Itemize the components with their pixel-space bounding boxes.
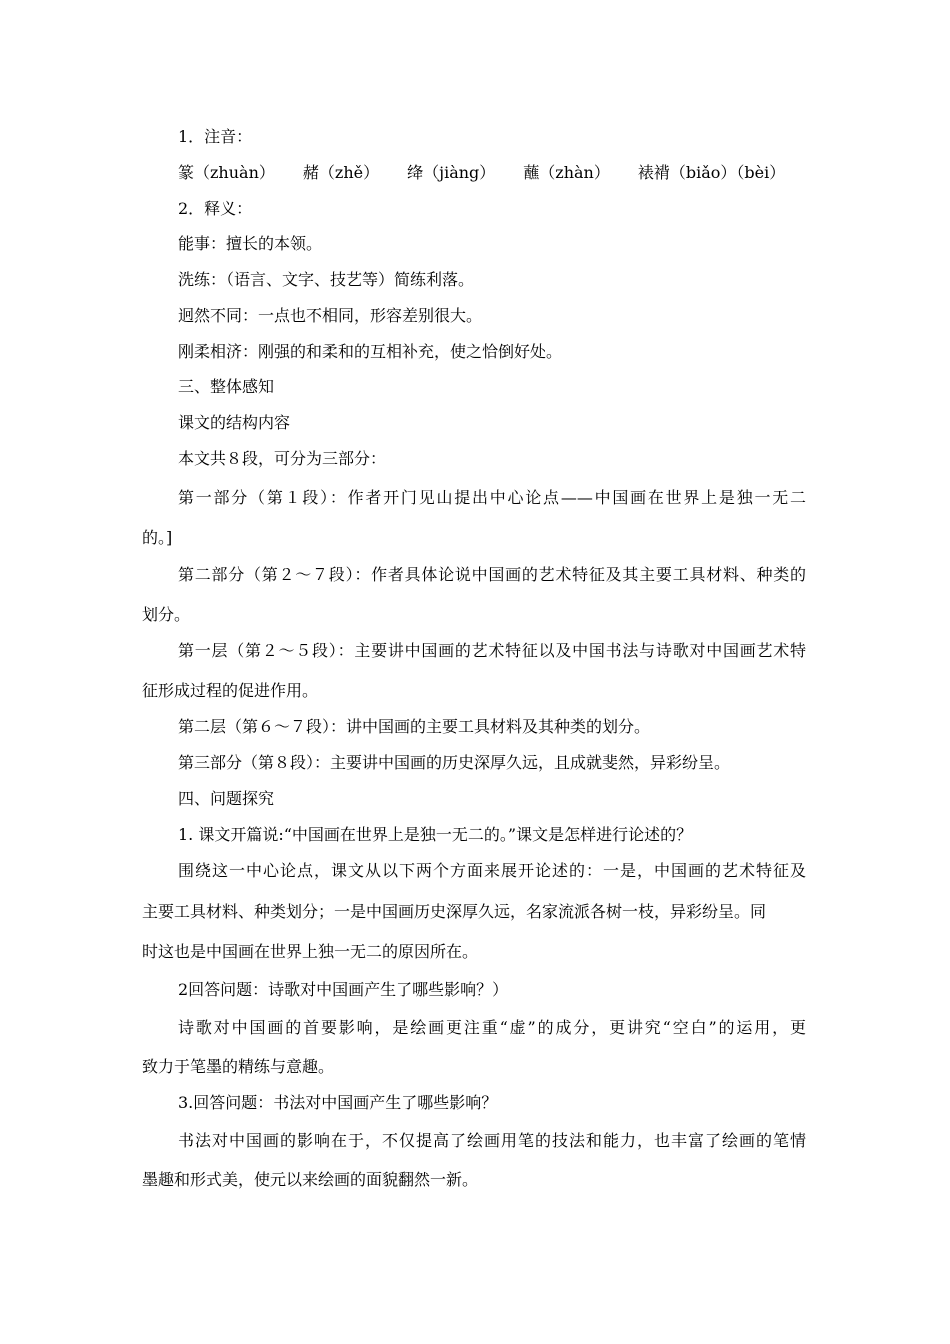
structure-title: 课文的结构内容 xyxy=(178,413,291,432)
section-heading: 三、整体感知 xyxy=(178,377,275,396)
zhuyin-item: 蘸（zhàn） xyxy=(523,163,610,182)
zhuyin-list xyxy=(178,163,785,183)
paragraph-line: 第一层（第２～５段）：主要讲中国画的艺术特征以及中国书法与诗歌对中国画艺术特 xyxy=(178,641,806,660)
definition: 洗练：（语言、文字、技艺等）简练利落。 xyxy=(178,270,475,289)
zhuyin-heading: 1．注音： xyxy=(178,127,253,146)
shiyi-heading: 2．释义： xyxy=(178,199,253,218)
answer-line: 时这也是中国画在世界上独一无二的原因所在。 xyxy=(142,942,479,961)
zhuyin-item: 篆（zhuàn） xyxy=(178,163,275,182)
answer-line: 围绕这一中心论点，课文从以下两个方面来展开论述的：一是，中国画的艺术特征及 xyxy=(178,861,806,880)
paragraph-line: 划分。 xyxy=(142,605,191,624)
zhuyin-item: 赭（zhě） xyxy=(302,163,380,182)
definition: 迥然不同：一点也不相同，形容差别很大。 xyxy=(178,306,483,325)
section-heading: 四、问题探究 xyxy=(178,789,275,808)
answer-line: 墨趣和形式美，使元以来绘画的面貌翻然一新。 xyxy=(142,1170,479,1189)
definition: 刚柔相济：刚强的和柔和的互相补充，使之恰倒好处。 xyxy=(178,342,563,361)
answer-line: 诗歌对中国画的首要影响，是绘画更注重“虚”的成分，更讲究“空白”的运用，更 xyxy=(178,1018,806,1037)
definition: 能事：擅长的本领。 xyxy=(178,234,323,253)
answer-line: 主要工具材料、种类划分；一是中国画历史深厚久远，名家流派各树一枝，异彩纷呈。同 xyxy=(142,902,767,921)
answer-line: 致力于笔墨的精练与意趣。 xyxy=(142,1057,335,1076)
zhuyin-item: 裱褙（biǎo）（bèi） xyxy=(637,163,786,182)
paragraph-line: 的。] xyxy=(142,528,173,547)
paragraph-line: 第二部分（第２～７段）：作者具体论说中国画的艺术特征及其主要工具材料、种类的 xyxy=(178,565,806,584)
paragraph-line: 第二层（第６～７段）：讲中国画的主要工具材料及其种类的划分。 xyxy=(178,717,651,736)
question: 1. 课文开篇说:“中国画在世界上是独一无二的。”课文是怎样进行论述的？ xyxy=(178,825,693,844)
structure-intro: 本文共８段，可分为三部分： xyxy=(178,449,387,468)
paragraph-line: 第三部分（第８段）：主要讲中国画的历史深厚久远，且成就斐然，异彩纷呈。 xyxy=(178,753,731,772)
question: 3.回答问题：书法对中国画产生了哪些影响？ xyxy=(178,1093,498,1112)
question: 2回答问题：诗歌对中国画产生了哪些影响？） xyxy=(178,980,509,999)
paragraph-line: 第一部分（第１段）：作者开门见山提出中心论点——中国画在世界上是独一无二 xyxy=(178,488,806,507)
zhuyin-item: 绛（jiàng） xyxy=(407,163,496,182)
paragraph-line: 征形成过程的促进作用。 xyxy=(142,681,319,700)
answer-line: 书法对中国画的影响在于，不仅提高了绘画用笔的技法和能力，也丰富了绘画的笔情 xyxy=(178,1131,806,1150)
